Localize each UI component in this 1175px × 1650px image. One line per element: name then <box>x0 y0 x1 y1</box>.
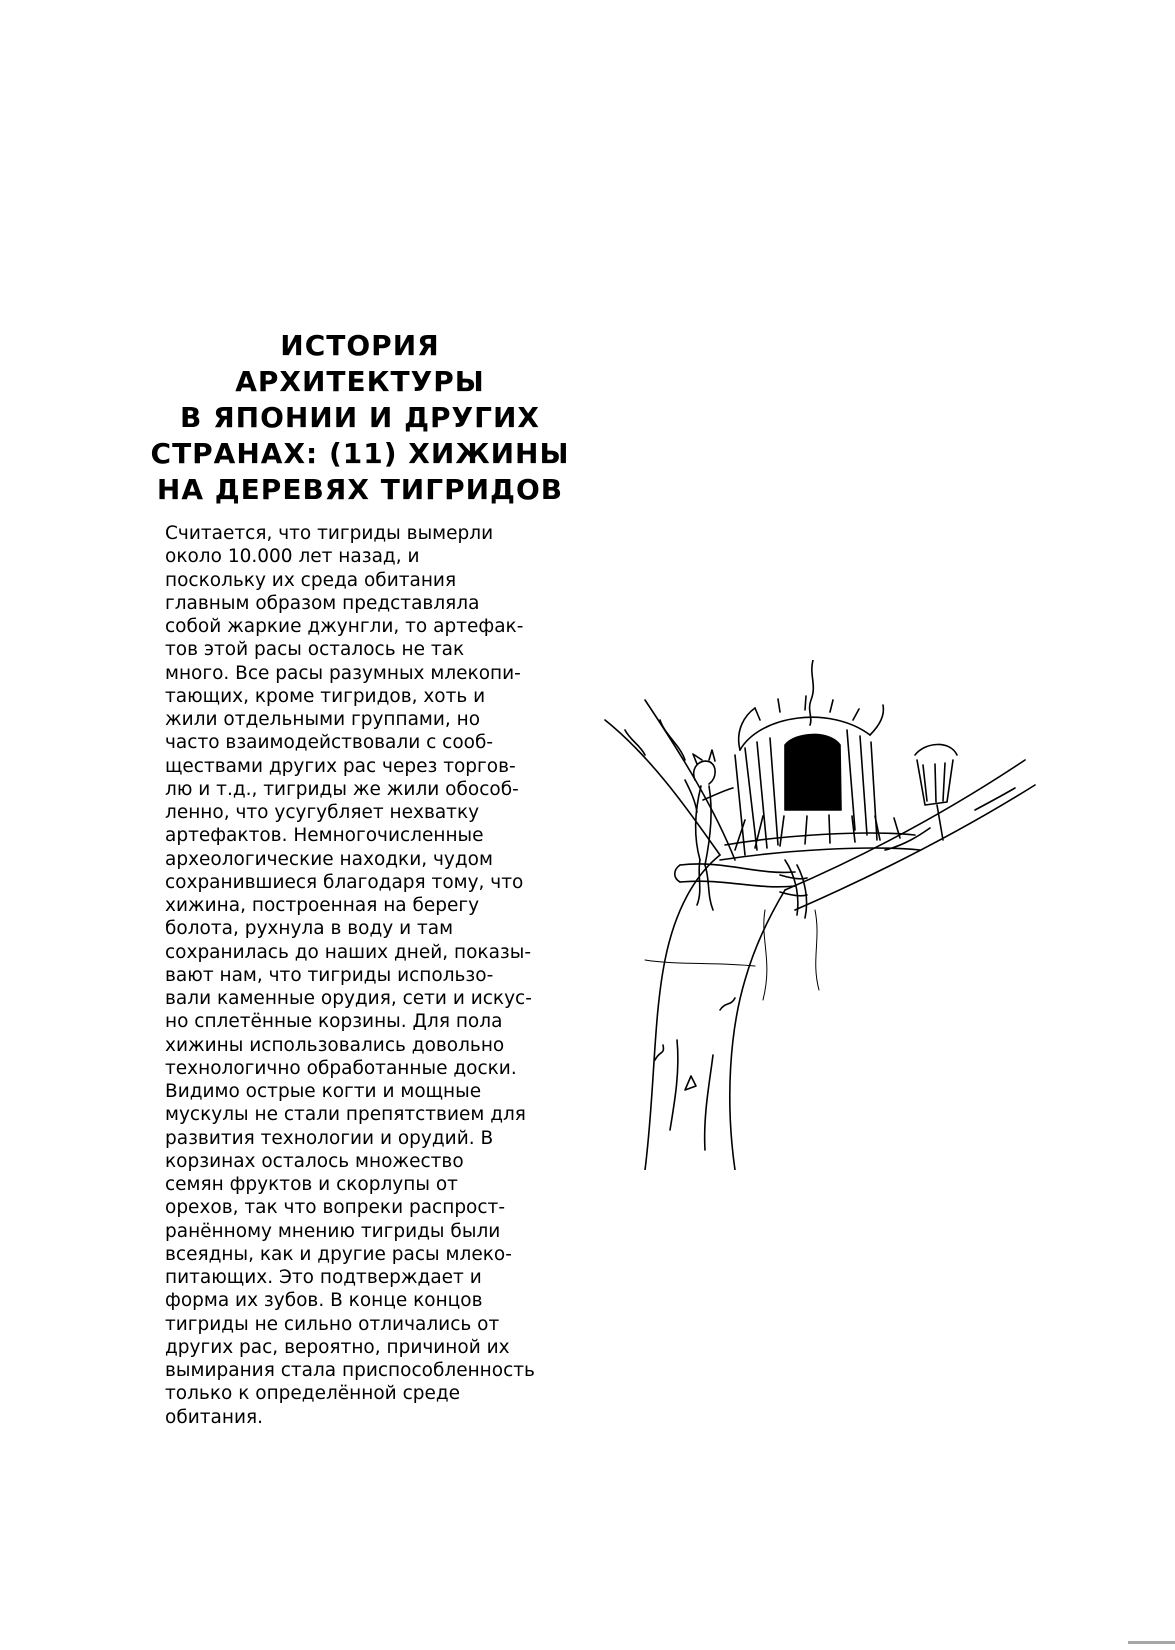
title-line-2: АРХИТЕКТУРЫ <box>235 365 485 398</box>
article-body <box>165 522 595 1429</box>
title-line-3: В ЯПОНИИ И ДРУГИХ <box>179 401 541 434</box>
body-line: артефактов. Немногочисленные <box>165 825 484 847</box>
body-line: развития технологии и орудий. В <box>165 1127 494 1149</box>
basket <box>915 744 957 840</box>
body-line: Видимо острые когти и мощные <box>165 1081 482 1102</box>
body-line: часто взаимодействовали с сооб- <box>165 732 494 754</box>
body-line: тающих, кроме тигридов, хоть и <box>165 685 486 707</box>
body-line: хижина, построенная на берегу <box>165 895 480 916</box>
body-line: питающих. Это подтверждает и <box>165 1267 482 1288</box>
hut-floor <box>675 815 920 887</box>
body-line: собой жаркие джунгли, то артефак- <box>165 616 524 637</box>
body-line: вают нам, что тигриды использо- <box>165 964 494 986</box>
body-line: обитания. <box>165 1406 263 1428</box>
body-line: вали каменные орудия, сети и искус- <box>165 988 532 1009</box>
body-line: орехов, так что вопреки распрост- <box>165 1197 506 1219</box>
body-line: археологические находки, чудом <box>165 848 493 870</box>
title-line-1: ИСТОРИЯ <box>280 329 440 362</box>
page-title <box>130 328 590 508</box>
body-line: только к определённой среде <box>165 1383 461 1405</box>
body-line: хижины использовались довольно <box>165 1034 505 1056</box>
body-line: поскольку их среда обитания <box>165 569 457 591</box>
body-line: главным образом представляла <box>165 592 480 614</box>
body-line: вымирания стала приспособленность <box>165 1360 535 1381</box>
body-line: Считается, что тигриды вымерли <box>165 523 494 544</box>
body-line: болота, рухнула в воду и там <box>165 918 454 940</box>
tigrid-figure <box>693 750 733 910</box>
body-line: других рас, вероятно, причиной их <box>165 1336 510 1358</box>
hut-doorway <box>785 734 841 810</box>
body-line: ществами других рас через торгов- <box>165 755 516 777</box>
hanging-rope <box>810 660 814 725</box>
body-line: сохранилась до наших дней, показы- <box>165 941 532 963</box>
body-line: корзинах осталось множество <box>165 1150 464 1172</box>
body-line: тов этой расы осталось не так <box>165 639 465 661</box>
body-line: всеядны, как и другие расы млеко- <box>165 1243 512 1265</box>
page-edge-mark <box>1128 1641 1175 1644</box>
body-line: тигриды не сильно отличались от <box>165 1313 500 1335</box>
body-line: ранённому мнению тигриды были <box>165 1220 501 1242</box>
body-line: но сплетённые корзины. Для пола <box>165 1011 503 1033</box>
body-line: около 10.000 лет назад, и <box>165 546 420 568</box>
tree-trunk <box>645 855 785 1170</box>
title-line-4: СТРАНАХ: (11) ХИЖИНЫ <box>150 437 570 470</box>
rope-lashing <box>780 860 807 918</box>
tree-hut-illustration <box>585 660 1085 1170</box>
body-line: мускулы не стали препятствием для <box>165 1104 526 1126</box>
body-line: семян фруктов и скорлупы от <box>165 1174 458 1195</box>
body-line: форма их зубов. В конце концов <box>165 1290 483 1312</box>
vines <box>645 910 819 1000</box>
title-line-5: НА ДЕРЕВЯХ ТИГРИДОВ <box>156 473 564 506</box>
body-line: технологично обработанные доски. <box>165 1057 517 1079</box>
left-branch <box>605 700 735 860</box>
body-line: много. Все расы разумных млекопи- <box>165 662 521 684</box>
body-line: жили отдельными группами, но <box>165 709 481 730</box>
body-line: сохранившиеся благодаря тому, что <box>165 871 524 893</box>
body-line: лю и т.д., тигриды же жили обособ- <box>165 778 519 800</box>
body-line: ленно, что усугубляет нехватку <box>165 802 480 823</box>
